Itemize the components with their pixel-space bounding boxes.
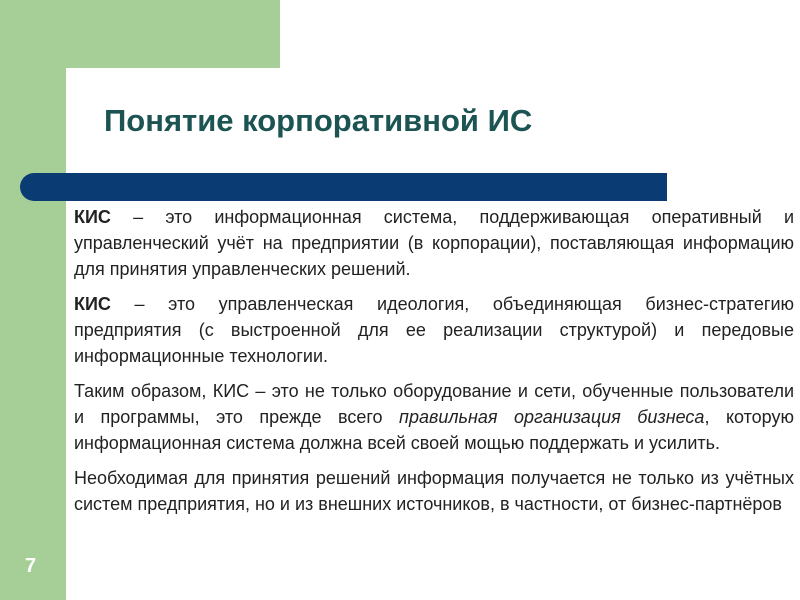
title-underline-bar [20, 173, 667, 201]
paragraph-text: Таким образом, КИС – это не только оборудование и сети, обученные пользователи и программы, это прежде всего [74, 381, 794, 427]
left-green-band [0, 0, 66, 600]
paragraph-text: – это информационная система, поддерживающая оперативный и управленческий учёт на предприятии (в корпорации), поставляющая информацию для принятия управленческих решений. [74, 207, 794, 279]
paragraph-conclusion [74, 378, 794, 456]
paragraph-text: – это управленческая идеология, объединяющая бизнес-стратегию предприятия (с выстроенной для ее реализации структурой) и передовые информационные технологии. [74, 294, 794, 366]
term-kis: КИС [74, 294, 111, 314]
paragraph-information-sources [74, 465, 794, 517]
top-green-block [0, 0, 280, 68]
paragraph-text: , которую информационная система должна всей своей мощью поддержать и усилить. [74, 407, 794, 453]
slide-number: 7 [25, 555, 37, 577]
term-kis: КИС [74, 207, 111, 227]
paragraph-text: Необходимая для принятия решений информация получается не только из учётных систем предприятия, но и из внешних источников, в частности, от бизнес-партнёров [74, 468, 794, 514]
paragraph-definition-1 [74, 204, 794, 282]
slide-title: Понятие корпоративной ИС [104, 103, 533, 138]
paragraph-definition-2 [74, 291, 794, 369]
slide-body [74, 204, 794, 526]
emphasis-text: правильная организация бизнеса [399, 407, 705, 427]
